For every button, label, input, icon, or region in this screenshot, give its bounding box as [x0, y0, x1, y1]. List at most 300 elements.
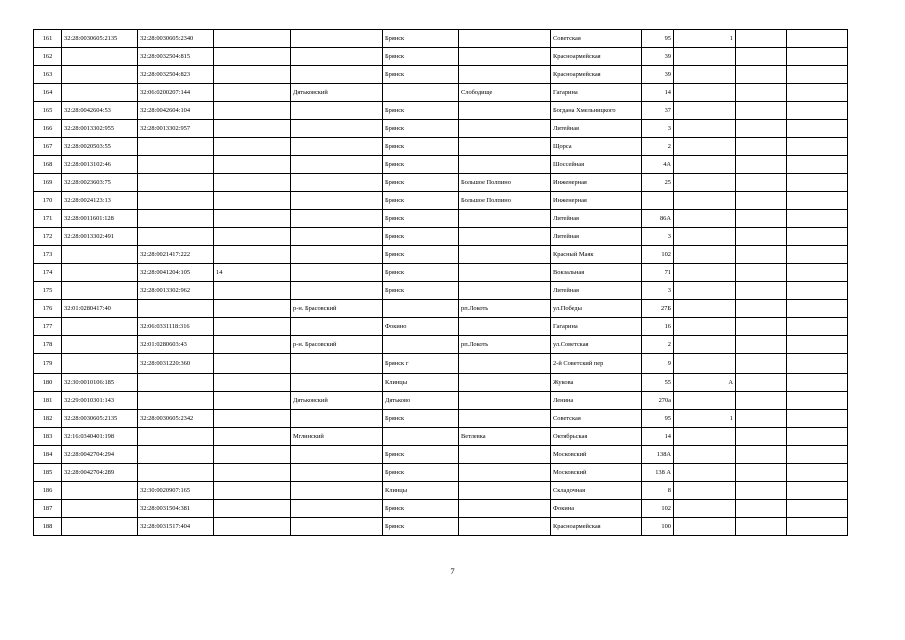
table-row [34, 446, 848, 464]
table-row [34, 84, 848, 102]
cell-district [291, 228, 383, 246]
cell-street: Вокзальная [551, 264, 642, 282]
page-number: 7 [450, 566, 455, 576]
cell-cadastral-1: 32:28:0024123:13 [62, 192, 138, 210]
cell-cadastral-2: 32:06:0331118:316 [138, 318, 214, 336]
cell-number: 183 [34, 428, 62, 446]
cell-cadastral-1 [62, 246, 138, 264]
cell-col4 [214, 174, 291, 192]
cell-number: 185 [34, 464, 62, 482]
cell-cadastral-1: 32:28:0020503:55 [62, 138, 138, 156]
cell-district [291, 354, 383, 374]
cell-col11 [736, 174, 787, 192]
cell-col4 [214, 354, 291, 374]
cell-col12 [787, 66, 848, 84]
cell-street: Советская [551, 30, 642, 48]
cell-cadastral-1 [62, 282, 138, 300]
table-row [34, 300, 848, 318]
address-table [33, 29, 848, 536]
cell-cadastral-2: 32:28:0031517:404 [138, 518, 214, 536]
cell-col11 [736, 192, 787, 210]
cell-col12 [787, 84, 848, 102]
cell-cadastral-2: 32:28:0030605:2340 [138, 30, 214, 48]
cell-cadastral-2: 32:28:0032504:823 [138, 66, 214, 84]
table-row [34, 102, 848, 120]
cell-cadastral-1: 32:01:0280417:40 [62, 300, 138, 318]
cell-house: 3 [642, 282, 674, 300]
cell-col4 [214, 102, 291, 120]
cell-col4 [214, 192, 291, 210]
cell-col12 [787, 318, 848, 336]
cell-col12 [787, 228, 848, 246]
cell-house: 138А [642, 446, 674, 464]
cell-district: Дятьковский [291, 392, 383, 410]
cell-house: 2 [642, 138, 674, 156]
cell-settlement: Слободище [459, 84, 551, 102]
cell-city: Брянск [383, 446, 459, 464]
cell-city: Брянск [383, 500, 459, 518]
cell-extra [674, 84, 736, 102]
cell-street: Шоссейная [551, 156, 642, 174]
cell-district [291, 174, 383, 192]
table-row [34, 374, 848, 392]
cell-col4 [214, 318, 291, 336]
cell-extra [674, 336, 736, 354]
table-row [34, 138, 848, 156]
cell-settlement: рп.Локоть [459, 300, 551, 318]
table-row [34, 228, 848, 246]
cell-district [291, 192, 383, 210]
cell-col12 [787, 102, 848, 120]
cell-cadastral-1: 32:28:0042604:53 [62, 102, 138, 120]
cell-col11 [736, 48, 787, 66]
cell-col4 [214, 336, 291, 354]
cell-city: Брянск [383, 410, 459, 428]
cell-col11 [736, 392, 787, 410]
table-row [34, 336, 848, 354]
cell-city: Клинцы [383, 482, 459, 500]
cell-number: 163 [34, 66, 62, 84]
cell-col12 [787, 518, 848, 536]
cell-city: Брянск [383, 228, 459, 246]
cell-extra [674, 500, 736, 518]
cell-house: 16 [642, 318, 674, 336]
cell-settlement [459, 138, 551, 156]
cell-house: 3 [642, 120, 674, 138]
cell-number: 169 [34, 174, 62, 192]
cell-house: 270а [642, 392, 674, 410]
cell-street: Красноармейская [551, 518, 642, 536]
cell-settlement [459, 464, 551, 482]
cell-number: 164 [34, 84, 62, 102]
cell-extra [674, 66, 736, 84]
table-row [34, 428, 848, 446]
cell-cadastral-1: 32:28:0030605:2135 [62, 410, 138, 428]
cell-number: 174 [34, 264, 62, 282]
cell-cadastral-2: 32:28:0013302:957 [138, 120, 214, 138]
cell-district [291, 482, 383, 500]
cell-cadastral-1 [62, 482, 138, 500]
cell-number: 162 [34, 48, 62, 66]
cell-district [291, 464, 383, 482]
table-row [34, 48, 848, 66]
cell-cadastral-1 [62, 66, 138, 84]
table-row [34, 120, 848, 138]
cell-extra [674, 392, 736, 410]
cell-col4 [214, 228, 291, 246]
cell-settlement: Ветлевка [459, 428, 551, 446]
cell-number: 168 [34, 156, 62, 174]
cell-extra [674, 228, 736, 246]
table-row [34, 354, 848, 374]
cell-cadastral-1: 32:30:0010106:185 [62, 374, 138, 392]
cell-settlement [459, 246, 551, 264]
cell-col12 [787, 464, 848, 482]
table-row [34, 410, 848, 428]
cell-street: Литейная [551, 120, 642, 138]
cell-number: 171 [34, 210, 62, 228]
cell-col12 [787, 120, 848, 138]
cell-cadastral-1: 32:28:0042704:289 [62, 464, 138, 482]
cell-settlement: Большое Полпино [459, 174, 551, 192]
cell-house: 55 [642, 374, 674, 392]
cell-house: 86А [642, 210, 674, 228]
cell-district [291, 318, 383, 336]
cell-cadastral-2 [138, 374, 214, 392]
cell-number: 165 [34, 102, 62, 120]
cell-street: ул.Победы [551, 300, 642, 318]
cell-street: Литейная [551, 228, 642, 246]
cell-settlement [459, 48, 551, 66]
cell-col12 [787, 210, 848, 228]
cell-number: 170 [34, 192, 62, 210]
cell-settlement [459, 120, 551, 138]
cell-cadastral-1 [62, 318, 138, 336]
cell-house: 2 [642, 336, 674, 354]
cell-cadastral-2: 32:01:0280603:43 [138, 336, 214, 354]
cell-number: 167 [34, 138, 62, 156]
cell-district [291, 66, 383, 84]
cell-settlement [459, 30, 551, 48]
cell-extra [674, 120, 736, 138]
cell-house: 25 [642, 174, 674, 192]
cell-number: 188 [34, 518, 62, 536]
cell-number: 186 [34, 482, 62, 500]
cell-district [291, 374, 383, 392]
cell-col4 [214, 392, 291, 410]
cell-extra [674, 156, 736, 174]
cell-district [291, 246, 383, 264]
cell-number: 182 [34, 410, 62, 428]
cell-settlement [459, 210, 551, 228]
cell-col12 [787, 300, 848, 318]
cell-col4 [214, 374, 291, 392]
cell-settlement: рп.Локоть [459, 336, 551, 354]
cell-col12 [787, 174, 848, 192]
cell-col12 [787, 374, 848, 392]
cell-cadastral-1 [62, 354, 138, 374]
cell-cadastral-2: 32:28:0031220:360 [138, 354, 214, 374]
cell-city: Брянск [383, 210, 459, 228]
cell-extra [674, 174, 736, 192]
cell-house: 95 [642, 30, 674, 48]
cell-street: Октябрьская [551, 428, 642, 446]
cell-col11 [736, 482, 787, 500]
cell-number: 166 [34, 120, 62, 138]
cell-district [291, 500, 383, 518]
cell-settlement [459, 282, 551, 300]
cell-house: 39 [642, 48, 674, 66]
cell-extra [674, 464, 736, 482]
cell-col4 [214, 282, 291, 300]
table-row [34, 392, 848, 410]
cell-city [383, 428, 459, 446]
cell-extra: А [674, 374, 736, 392]
cell-col11 [736, 210, 787, 228]
cell-col12 [787, 500, 848, 518]
cell-settlement [459, 66, 551, 84]
cell-district [291, 264, 383, 282]
cell-street: Красноармейская [551, 66, 642, 84]
cell-col4 [214, 428, 291, 446]
cell-col11 [736, 66, 787, 84]
cell-settlement [459, 318, 551, 336]
cell-district: р-н. Брасовский [291, 336, 383, 354]
cell-col11 [736, 428, 787, 446]
cell-cadastral-1: 32:28:0013302:491 [62, 228, 138, 246]
cell-city [383, 84, 459, 102]
cell-col11 [736, 138, 787, 156]
cell-city: Брянск [383, 174, 459, 192]
cell-street: Гагарина [551, 84, 642, 102]
cell-cadastral-1: 32:28:0042704:294 [62, 446, 138, 464]
cell-col11 [736, 264, 787, 282]
cell-cadastral-2 [138, 174, 214, 192]
cell-extra [674, 482, 736, 500]
cell-number: 187 [34, 500, 62, 518]
cell-settlement [459, 374, 551, 392]
cell-number: 175 [34, 282, 62, 300]
cell-cadastral-2 [138, 446, 214, 464]
cell-col4 [214, 300, 291, 318]
table-row [34, 246, 848, 264]
cell-district [291, 102, 383, 120]
cell-extra [674, 446, 736, 464]
cell-col11 [736, 336, 787, 354]
cell-street: Щорса [551, 138, 642, 156]
cell-col4 [214, 120, 291, 138]
cell-city [383, 300, 459, 318]
cell-col11 [736, 500, 787, 518]
cell-cadastral-2 [138, 392, 214, 410]
table-row [34, 518, 848, 536]
cell-cadastral-2: 32:28:0013302:962 [138, 282, 214, 300]
cell-city: Дятьково [383, 392, 459, 410]
cell-district: Мглинский [291, 428, 383, 446]
table-row [34, 156, 848, 174]
cell-city: Брянск г [383, 354, 459, 374]
cell-cadastral-2 [138, 228, 214, 246]
cell-extra [674, 282, 736, 300]
cell-settlement [459, 156, 551, 174]
cell-extra [674, 210, 736, 228]
cell-house: 27Б [642, 300, 674, 318]
cell-city: Брянск [383, 66, 459, 84]
cell-col12 [787, 282, 848, 300]
cell-settlement [459, 354, 551, 374]
cell-street: Московский [551, 446, 642, 464]
cell-street: Гагарина [551, 318, 642, 336]
cell-number: 172 [34, 228, 62, 246]
cell-settlement [459, 518, 551, 536]
cell-house: 9 [642, 354, 674, 374]
cell-settlement [459, 482, 551, 500]
cell-extra [674, 518, 736, 536]
cell-col4 [214, 410, 291, 428]
table-row [34, 464, 848, 482]
cell-col11 [736, 156, 787, 174]
cell-cadastral-2: 32:28:0032504:815 [138, 48, 214, 66]
cell-street: Инженерная [551, 192, 642, 210]
cell-street: 2-й Советский пер [551, 354, 642, 374]
cell-city: Брянск [383, 282, 459, 300]
cell-cadastral-2 [138, 210, 214, 228]
cell-house: 14 [642, 84, 674, 102]
cell-col4 [214, 482, 291, 500]
cell-col11 [736, 446, 787, 464]
cell-extra [674, 264, 736, 282]
cell-col12 [787, 354, 848, 374]
cell-cadastral-2 [138, 428, 214, 446]
cell-street: Советская [551, 410, 642, 428]
cell-house: 138 А [642, 464, 674, 482]
cell-col11 [736, 102, 787, 120]
cell-extra [674, 102, 736, 120]
cell-cadastral-2: 32:28:0021417:222 [138, 246, 214, 264]
cell-col4 [214, 48, 291, 66]
cell-cadastral-1: 32:28:0030605:2135 [62, 30, 138, 48]
cell-col4 [214, 210, 291, 228]
cell-col4 [214, 500, 291, 518]
cell-settlement [459, 500, 551, 518]
cell-house [642, 192, 674, 210]
cell-cadastral-2: 32:28:0041204:105 [138, 264, 214, 282]
cell-city: Брянск [383, 518, 459, 536]
cell-col12 [787, 138, 848, 156]
cell-col4 [214, 246, 291, 264]
cell-cadastral-1 [62, 336, 138, 354]
cell-house: 3 [642, 228, 674, 246]
cell-settlement [459, 228, 551, 246]
cell-cadastral-1: 32:28:0011601:128 [62, 210, 138, 228]
cell-cadastral-1: 32:28:0013302:955 [62, 120, 138, 138]
cell-city: Брянск [383, 102, 459, 120]
cell-street: ул.Советская [551, 336, 642, 354]
cell-house: 39 [642, 66, 674, 84]
cell-cadastral-1 [62, 500, 138, 518]
cell-district: р-н. Брасовский [291, 300, 383, 318]
cell-extra: 1 [674, 30, 736, 48]
cell-col11 [736, 30, 787, 48]
cell-cadastral-1 [62, 264, 138, 282]
cell-house: 8 [642, 482, 674, 500]
cell-col11 [736, 246, 787, 264]
cell-street: Ленина [551, 392, 642, 410]
cell-city: Брянск [383, 264, 459, 282]
cell-district: Дятьковский [291, 84, 383, 102]
cell-cadastral-1: 32:28:0013102:46 [62, 156, 138, 174]
cell-house: 102 [642, 500, 674, 518]
cell-cadastral-2: 32:06:0200207:144 [138, 84, 214, 102]
cell-cadastral-2: 32:28:0031504:381 [138, 500, 214, 518]
cell-col11 [736, 410, 787, 428]
cell-extra [674, 138, 736, 156]
cell-col11 [736, 354, 787, 374]
cell-cadastral-2 [138, 300, 214, 318]
cell-number: 161 [34, 30, 62, 48]
cell-extra [674, 318, 736, 336]
cell-city [383, 336, 459, 354]
cell-cadastral-1: 32:29:0010301:143 [62, 392, 138, 410]
cell-house: 102 [642, 246, 674, 264]
cell-city: Брянск [383, 192, 459, 210]
table-row [34, 210, 848, 228]
cell-number: 173 [34, 246, 62, 264]
cell-extra [674, 300, 736, 318]
cell-city: Брянск [383, 138, 459, 156]
cell-street: Складочная [551, 482, 642, 500]
cell-number: 180 [34, 374, 62, 392]
cell-col11 [736, 518, 787, 536]
cell-settlement [459, 392, 551, 410]
cell-settlement [459, 410, 551, 428]
cell-street: Московский [551, 464, 642, 482]
cell-district [291, 210, 383, 228]
cell-district [291, 30, 383, 48]
table-row [34, 264, 848, 282]
cell-settlement [459, 102, 551, 120]
cell-street: Красный Маяк [551, 246, 642, 264]
cell-cadastral-2 [138, 156, 214, 174]
cell-city: Брянск [383, 48, 459, 66]
cell-extra: 1 [674, 410, 736, 428]
cell-district [291, 48, 383, 66]
cell-settlement: Большое Полпино [459, 192, 551, 210]
table-body [34, 30, 848, 536]
cell-house: 14 [642, 428, 674, 446]
cell-col4 [214, 138, 291, 156]
cell-extra [674, 48, 736, 66]
cell-col11 [736, 374, 787, 392]
cell-city: Брянск [383, 120, 459, 138]
cell-district [291, 120, 383, 138]
cell-city: Брянск [383, 30, 459, 48]
cell-col12 [787, 428, 848, 446]
cell-house: 95 [642, 410, 674, 428]
cell-cadastral-1 [62, 518, 138, 536]
cell-cadastral-2 [138, 192, 214, 210]
cell-col12 [787, 392, 848, 410]
cell-district [291, 446, 383, 464]
cell-number: 184 [34, 446, 62, 464]
cell-street: Богдана Хмельницкого [551, 102, 642, 120]
cell-col4 [214, 464, 291, 482]
cell-cadastral-2 [138, 464, 214, 482]
cell-district [291, 518, 383, 536]
cell-col12 [787, 48, 848, 66]
cell-district [291, 282, 383, 300]
cell-extra [674, 192, 736, 210]
